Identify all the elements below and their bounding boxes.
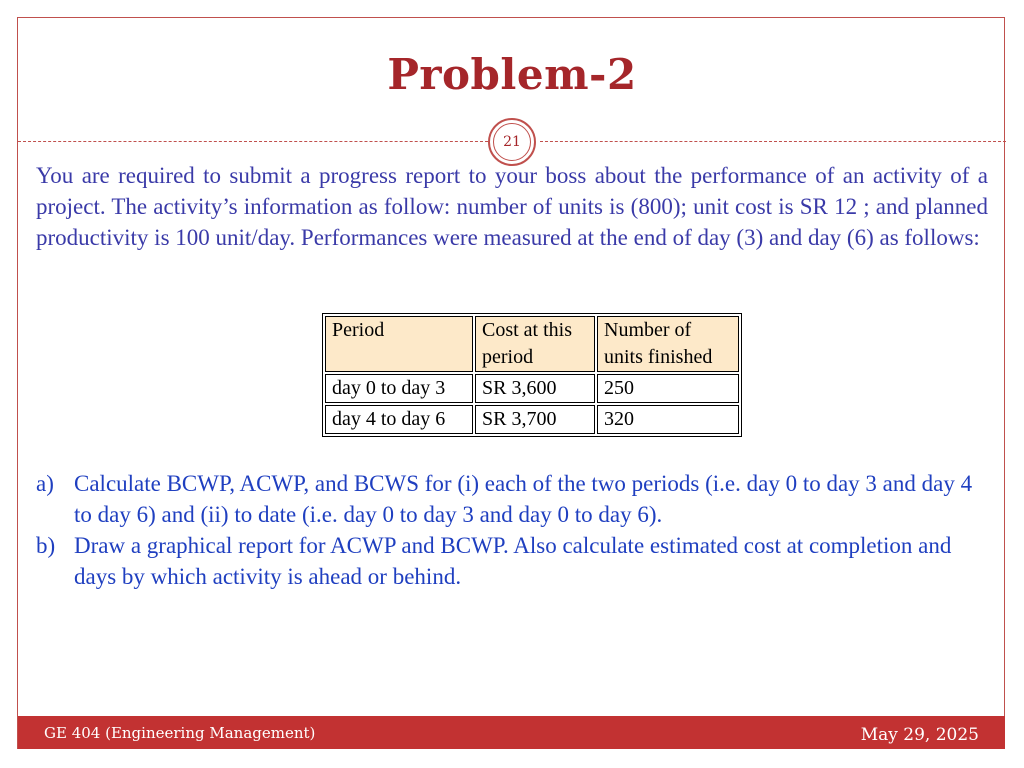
table-cell: 320 — [597, 405, 739, 434]
table-cell: SR 3,700 — [475, 405, 595, 434]
table-header-cell: Period — [325, 316, 473, 372]
title-divider-right — [540, 141, 1006, 142]
question-list — [36, 468, 986, 592]
footer-date: May 29, 2025 — [860, 725, 979, 745]
question-item — [36, 530, 986, 592]
table-row — [325, 405, 739, 434]
question-marker: b) — [36, 533, 56, 558]
table-header-cell: Cost at this period — [475, 316, 595, 372]
title-divider-left — [18, 141, 488, 142]
table-cell: day 0 to day 3 — [325, 374, 473, 403]
page-title: Problem-2 — [387, 50, 637, 99]
table-header-row — [325, 316, 739, 372]
problem-statement: You are required to submit a progress report to your boss about the performance of an activity of a project. The activity’s information as follow: number of units is (800); unit cost is SR 12 ; and planned productivity is 100 unit/day. Performances were measured at the end of day (3) and day (6) as follows: — [36, 163, 988, 250]
question-marker: a) — [36, 471, 54, 496]
table-cell: 250 — [597, 374, 739, 403]
table-row — [325, 374, 739, 403]
footer-course: GE 404 (Engineering Management) — [44, 724, 316, 742]
question-text: Draw a graphical report for ACWP and BCWP. Also calculate estimated cost at completion and days by which activity is ahead or behind. — [74, 533, 952, 589]
slide-number-badge — [488, 118, 536, 166]
question-item — [36, 468, 986, 530]
question-text: Calculate BCWP, ACWP, and BCWS for (i) each of the two periods (i.e. day 0 to day 3 and day 4 to day 6) and (ii) to date (i.e. day 0 to day 3 and day 0 to day 6). — [74, 471, 973, 527]
table-cell: day 4 to day 6 — [325, 405, 473, 434]
footer-bar — [18, 716, 1005, 749]
performance-table — [322, 313, 742, 437]
table-header-cell: Number of units finished — [597, 316, 739, 372]
slide-number: 21 — [493, 123, 531, 161]
table-cell: SR 3,600 — [475, 374, 595, 403]
